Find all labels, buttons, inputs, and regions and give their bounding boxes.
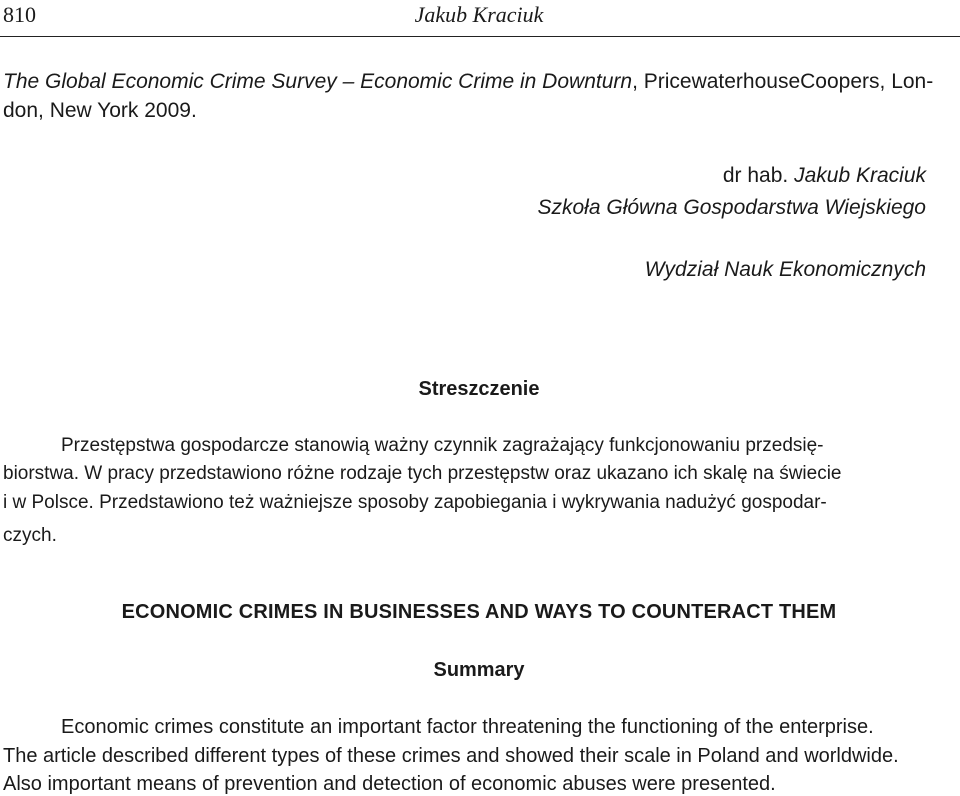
reference-line-1: [3, 71, 933, 92]
reference-title: The Global Economic Crime Survey – Economic Crime in Downturn: [3, 70, 633, 93]
author-degree: dr hab.: [722, 164, 789, 187]
english-summary-line: Economic crimes constitute an important factor threatening the functioning of the enterprise.: [61, 716, 874, 738]
reference-publisher: , PricewaterhouseCoopers, Lon-: [632, 70, 934, 93]
running-head: Jakub Kraciuk: [414, 2, 544, 27]
polish-abstract-line: Przestępstwa gospodarcze stanowią ważny czynnik zagrażający funkcjonowaniu przedsię-: [61, 435, 824, 456]
english-summary-heading: Summary: [433, 659, 525, 681]
author-fullname: Jakub Kraciuk: [788, 164, 926, 187]
author-school: Szkoła Główna Gospodarstwa Wiejskiego: [537, 196, 926, 219]
polish-abstract-line: i w Polsce. Przedstawiono też ważniejsze sposoby zapobiegania i wykrywania nadużyć gospodar-: [3, 492, 827, 513]
polish-abstract-line: biorstwa. W pracy przedstawiono różne rodzaje tych przestępstw oraz ukazano ich skalę na świecie: [3, 463, 842, 484]
english-title: ECONOMIC CRIMES IN BUSINESSES AND WAYS TO COUNTERACT THEM: [121, 601, 837, 623]
reference-line-2: don, New York 2009.: [3, 99, 197, 122]
header-rule: [0, 36, 960, 37]
polish-abstract-line: czych.: [3, 525, 57, 546]
polish-abstract-heading: Streszczenie: [418, 378, 540, 400]
english-summary-line: The article described different types of these crimes and showed their scale in Poland and worldwide.: [3, 745, 899, 767]
page-number: 810: [3, 2, 36, 27]
english-summary-line: Also important means of prevention and detection of economic abuses were presented.: [3, 773, 776, 795]
author-name: [723, 165, 926, 186]
author-department: Wydział Nauk Ekonomicznych: [644, 258, 926, 281]
